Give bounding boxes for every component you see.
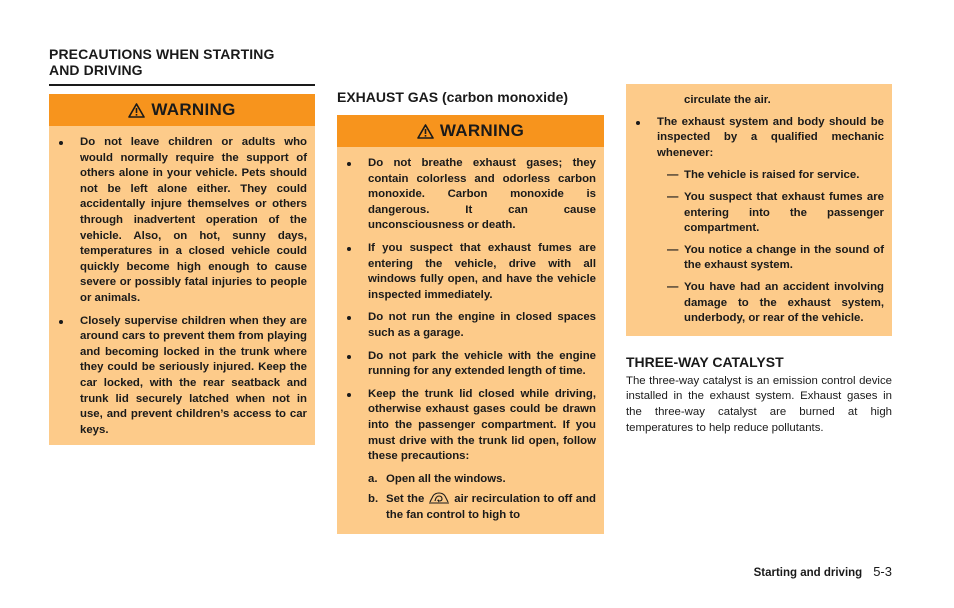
list-item: Do not leave children or adults who would normally require the support of others alone in your vehicle. Pets should not be left alone either. They could accidentally injure themselves or others through inadvertent operation of the vehicle. Also, on hot, sunny days, temperatures in a closed vehicle could quickly become high enough to cause severe or possibly fatal injuries to people or animals. xyxy=(59,135,307,307)
left-column xyxy=(49,46,315,445)
dash-marker: — xyxy=(667,243,679,256)
warning-triangle-icon xyxy=(128,103,145,118)
step-item xyxy=(347,492,596,523)
right-column xyxy=(626,84,892,436)
page-number: 5-3 xyxy=(873,564,892,579)
step-marker: b. xyxy=(368,493,379,506)
dash-text: You notice a change in the sound of the exhaust system. xyxy=(684,243,884,272)
list-item: Do not breathe exhaust gases; they contain colorless and odorless carbon monoxide. Carbon monoxide is dangerous. It can cause unconsciousness or death. xyxy=(347,156,596,234)
dash-text: You suspect that exhaust fumes are entering into the passenger compartment. xyxy=(684,190,884,235)
exhaust-gas-heading: EXHAUST GAS (carbon monoxide) xyxy=(337,89,569,105)
section-heading xyxy=(49,46,315,86)
warning-body xyxy=(49,126,315,445)
air-recirculation-icon xyxy=(428,492,450,504)
warning-header xyxy=(337,115,604,147)
list-item: If you suspect that exhaust fumes are entering the vehicle, drive with all windows fully open, and have the vehicle inspected immediately. xyxy=(347,241,596,303)
dash-item xyxy=(636,168,884,184)
list-item: Closely supervise children when they are around cars to prevent them from playing and becoming locked in the trunk where they could be seriously injured. Keep the car locked, with the rear seatback and trunk lid securely latched when not in use, and prevent children’s access to car keys. xyxy=(59,314,307,439)
list-item: The exhaust system and body should be inspected by a qualified mechanic whenever: xyxy=(636,115,884,162)
page-footer xyxy=(754,564,892,579)
exhaust-warning-continued xyxy=(626,84,892,336)
warning-label: WARNING xyxy=(439,121,525,140)
list-item: Do not run the engine in closed spaces such as a garage. xyxy=(347,310,596,341)
step-text: Open all the windows. xyxy=(386,472,506,485)
dash-text: You have had an accident involving damage to the exhaust system, underbody, or rear of the vehicle. xyxy=(684,280,884,325)
list-item: Keep the trunk lid closed while driving, otherwise exhaust gases could be drawn into the passenger compartment. If you must drive with the trunk lid open, follow these precautions: xyxy=(347,387,596,465)
dash-item xyxy=(636,280,884,327)
catalyst-paragraph: The three-way catalyst is an emission control device installed in the exhaust system. Exhaust gases in the three-way catalyst are burned at high temperatures to help reduce pollutants. xyxy=(626,374,892,434)
warning-label: WARNING xyxy=(151,100,236,119)
dash-marker: — xyxy=(667,169,679,182)
step-marker: a. xyxy=(368,472,378,485)
footer-section-name: Starting and driving xyxy=(753,567,863,579)
dash-item xyxy=(636,190,884,237)
dash-text: The vehicle is raised for service. xyxy=(684,169,860,182)
list-item: Do not park the vehicle with the engine running for any extended length of time. xyxy=(347,349,596,380)
section-heading-line2: AND DRIVING xyxy=(49,62,143,78)
continued-step-text: circulate the air. xyxy=(684,94,771,106)
dash-marker: — xyxy=(667,190,679,203)
warning-body xyxy=(337,147,604,534)
children-warning-box xyxy=(49,94,315,445)
three-way-catalyst-heading: THREE-WAY CATALYST xyxy=(626,353,784,370)
exhaust-warning-box xyxy=(337,115,604,534)
step-text-after: air recirculation to off and the fan control to high to xyxy=(386,493,596,521)
warning-triangle-icon xyxy=(417,124,434,139)
step-text-before: Set the xyxy=(386,493,425,506)
section-heading-line1: PRECAUTIONS WHEN STARTING xyxy=(49,46,275,62)
step-item xyxy=(347,472,596,488)
dash-marker: — xyxy=(667,280,679,293)
middle-column xyxy=(337,88,604,534)
dash-item xyxy=(636,243,884,274)
warning-header xyxy=(49,94,315,126)
